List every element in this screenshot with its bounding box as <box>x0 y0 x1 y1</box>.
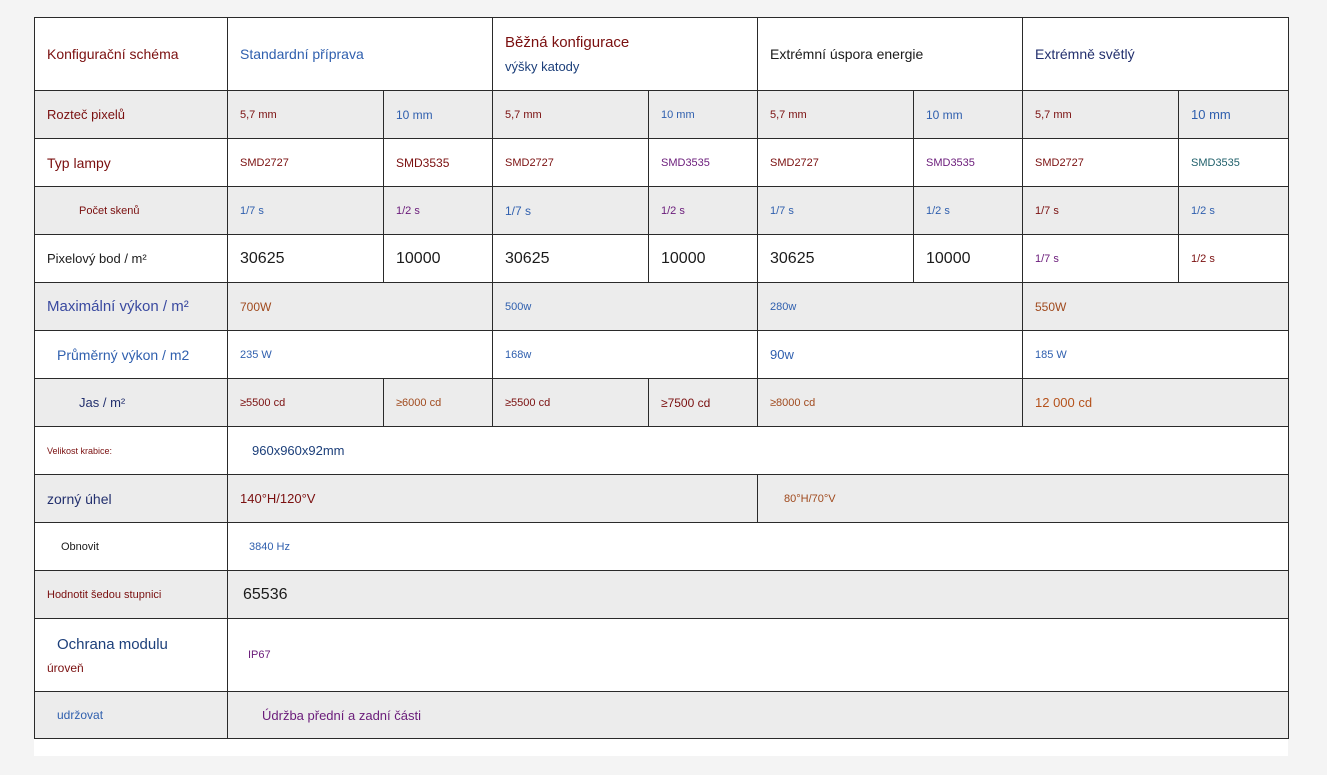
row-label-view-angle: zorný úhel <box>35 475 228 523</box>
table-cell: 10000 <box>914 235 1023 283</box>
table-cell: 5,7 mm <box>758 91 914 139</box>
table-cell: SMD3535 <box>1179 139 1289 187</box>
table-cell: 1/7 s <box>1023 235 1179 283</box>
table-cell: 1/2 s <box>384 187 493 235</box>
table-row-maintain <box>35 692 1289 739</box>
header-standard: Standardní příprava <box>228 18 493 91</box>
table-cell: 500w <box>493 283 758 331</box>
table-cell: 12 000 cd <box>1023 379 1289 427</box>
row-label-scans: Počet skenů <box>35 187 228 235</box>
row-label-maintain: udržovat <box>35 692 228 739</box>
table-row-avg-power <box>35 331 1289 379</box>
table-cell: ≥5500 cd <box>493 379 649 427</box>
table-row-scans <box>35 187 1289 235</box>
table-header-row <box>35 18 1289 91</box>
spec-sheet <box>34 17 1288 756</box>
row-label-box-size: Velikost krabice: <box>35 427 228 475</box>
row-label-pixels: Pixelový bod / m² <box>35 235 228 283</box>
table-cell: 1/7 s <box>228 187 384 235</box>
table-cell: 1/2 s <box>1179 235 1289 283</box>
table-cell: SMD2727 <box>1023 139 1179 187</box>
table-cell: 168w <box>493 331 758 379</box>
row-label-avg-power: Průměrný výkon / m2 <box>35 331 228 379</box>
table-row-pitch <box>35 91 1289 139</box>
table-cell: 10 mm <box>914 91 1023 139</box>
table-cell: 30625 <box>493 235 649 283</box>
table-row-view-angle <box>35 475 1289 523</box>
row-label-gray: Hodnotit šedou stupnici <box>35 571 228 619</box>
table-cell: 960x960x92mm <box>228 427 1289 475</box>
row-label-protection-line2: úroveň <box>47 660 84 675</box>
table-cell: 280w <box>758 283 1023 331</box>
row-label-protection <box>35 619 228 692</box>
table-cell: 1/2 s <box>1179 187 1289 235</box>
table-cell: 140°H/120°V <box>228 475 758 523</box>
header-common-line1: Běžná konfigurace <box>505 34 630 51</box>
table-cell: SMD2727 <box>758 139 914 187</box>
row-label-max-power: Maximální výkon / m² <box>35 283 228 331</box>
table-cell: IP67 <box>228 619 1289 692</box>
table-cell: 550W <box>1023 283 1289 331</box>
table-cell: ≥6000 cd <box>384 379 493 427</box>
table-cell: 1/7 s <box>1023 187 1179 235</box>
table-cell: 5,7 mm <box>1023 91 1179 139</box>
table-cell: 90w <box>758 331 1023 379</box>
header-scheme-label: Konfigurační schéma <box>35 18 228 91</box>
table-cell: ≥7500 cd <box>649 379 758 427</box>
table-row-refresh <box>35 523 1289 571</box>
header-common-line2: výšky katody <box>505 59 580 74</box>
table-cell: SMD2727 <box>228 139 384 187</box>
table-cell: 65536 <box>228 571 1289 619</box>
table-cell: 5,7 mm <box>493 91 649 139</box>
table-row-max-power <box>35 283 1289 331</box>
table-row-pixels <box>35 235 1289 283</box>
table-cell: 1/2 s <box>914 187 1023 235</box>
row-label-protection-line1: Ochrana modulu <box>57 635 168 653</box>
header-common <box>493 18 758 91</box>
table-row-lamp <box>35 139 1289 187</box>
table-cell: SMD3535 <box>649 139 758 187</box>
header-extreme-saving: Extrémní úspora energie <box>758 18 1023 91</box>
table-cell: 30625 <box>228 235 384 283</box>
table-cell: 10 mm <box>1179 91 1289 139</box>
table-cell: 80°H/70°V <box>758 475 1289 523</box>
table-cell: SMD3535 <box>914 139 1023 187</box>
table-cell: 10000 <box>649 235 758 283</box>
table-cell: Údržba přední a zadní části <box>228 692 1289 739</box>
table-cell: 5,7 mm <box>228 91 384 139</box>
spec-table <box>34 17 1289 739</box>
header-extreme-bright: Extrémně světlý <box>1023 18 1289 91</box>
table-row-brightness <box>35 379 1289 427</box>
table-cell: SMD3535 <box>384 139 493 187</box>
table-row-gray <box>35 571 1289 619</box>
table-cell: 700W <box>228 283 493 331</box>
table-cell: ≥8000 cd <box>758 379 1023 427</box>
table-cell: 1/7 s <box>758 187 914 235</box>
row-label-brightness: Jas / m² <box>35 379 228 427</box>
table-cell: 235 W <box>228 331 493 379</box>
table-cell: 30625 <box>758 235 914 283</box>
row-label-refresh: Obnovit <box>35 523 228 571</box>
row-label-lamp: Typ lampy <box>35 139 228 187</box>
table-row-protection <box>35 619 1289 692</box>
table-cell: 10 mm <box>649 91 758 139</box>
row-label-pitch: Rozteč pixelů <box>35 91 228 139</box>
table-cell: 1/7 s <box>493 187 649 235</box>
table-cell: 10 mm <box>384 91 493 139</box>
table-cell: ≥5500 cd <box>228 379 384 427</box>
table-cell: 1/2 s <box>649 187 758 235</box>
table-cell: 10000 <box>384 235 493 283</box>
table-row-box-size <box>35 427 1289 475</box>
table-cell: SMD2727 <box>493 139 649 187</box>
table-cell: 3840 Hz <box>228 523 1289 571</box>
table-cell: 185 W <box>1023 331 1289 379</box>
